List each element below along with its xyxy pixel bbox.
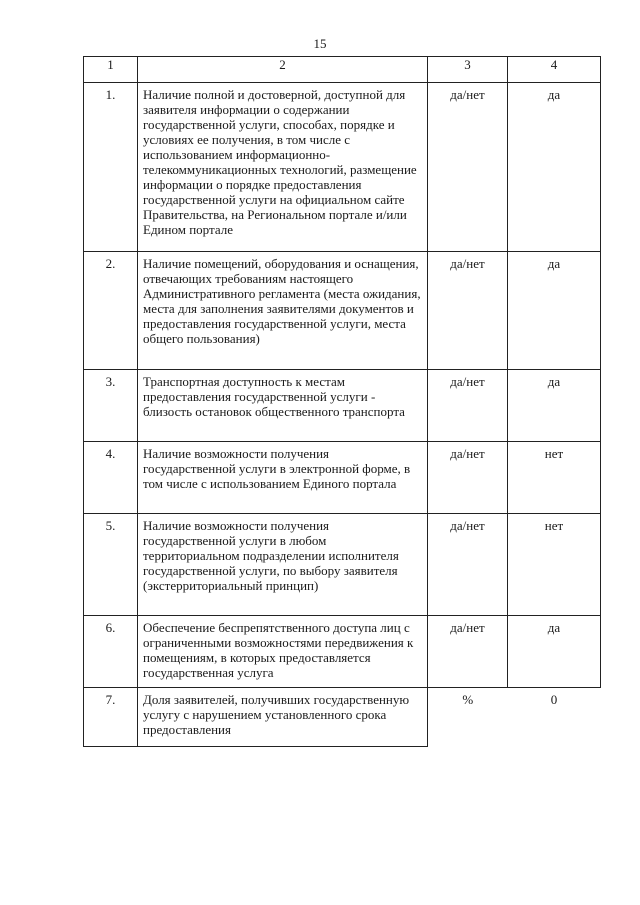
unit-cell: да/нет (428, 83, 508, 252)
indicators-table (83, 56, 601, 747)
row-number: 7. (84, 688, 138, 747)
table-row (84, 442, 601, 514)
table-header-row (84, 57, 601, 83)
value-cell: да (508, 252, 601, 370)
row-number: 1. (84, 83, 138, 252)
indicator-text: Транспортная доступность к местам предоставления государственной услуги - близость остановок общественного транспорта (138, 370, 428, 442)
column-header-3: 3 (428, 57, 508, 83)
indicator-text: Наличие возможности получения государственной услуги в электронной форме, в том числе с использованием Единого портала (138, 442, 428, 514)
table-row (84, 370, 601, 442)
row-number: 2. (84, 252, 138, 370)
indicator-text: Наличие полной и достоверной, доступной для заявителя информации о содержании государственной услуги, способах, порядке и условиях ее получения, в том числе с использованием информационно-телекоммуникационных технологий, размещение информации о порядке предоставления государственной услуги на официальном сайте Правительства, на Региональном портале и/или Едином портале (138, 83, 428, 252)
value-cell: да (508, 83, 601, 252)
table-row (84, 252, 601, 370)
row-number: 5. (84, 514, 138, 616)
value-cell: нет (508, 442, 601, 514)
table-row (84, 616, 601, 688)
value-cell: да (508, 370, 601, 442)
column-header-2: 2 (138, 57, 428, 83)
row-number: 3. (84, 370, 138, 442)
value-cell: да (508, 616, 601, 688)
page-number: 15 (313, 36, 327, 51)
unit-cell: да/нет (428, 514, 508, 616)
value-cell: 0 (508, 688, 601, 747)
unit-cell: да/нет (428, 442, 508, 514)
indicator-text: Наличие помещений, оборудования и оснащения, отвечающих требованиям настоящего Административного регламента (места ожидания, места для заполнения заявителями документов и предоставления государственной услуги, места общего пользования) (138, 252, 428, 370)
unit-cell: да/нет (428, 252, 508, 370)
table-row (84, 514, 601, 616)
indicator-text: Доля заявителей, получивших государственную услугу с нарушением установленного срока предоставления (138, 688, 428, 747)
row-number: 4. (84, 442, 138, 514)
indicator-text: Обеспечение беспрепятственного доступа лиц с ограниченными возможностями передвижения к помещениям, в которых предоставляется государственная услуга (138, 616, 428, 688)
unit-cell: да/нет (428, 370, 508, 442)
unit-cell: да/нет (428, 616, 508, 688)
column-header-4: 4 (508, 57, 601, 83)
value-cell: нет (508, 514, 601, 616)
row-number: 6. (84, 616, 138, 688)
unit-cell: % (428, 688, 508, 747)
indicator-text: Наличие возможности получения государственной услуги в любом территориальном подразделении исполнителя государственной услуги, по выбору заявителя (экстерриториальный принцип) (138, 514, 428, 616)
table-row (84, 83, 601, 252)
column-header-1: 1 (84, 57, 138, 83)
table-row (84, 688, 601, 747)
